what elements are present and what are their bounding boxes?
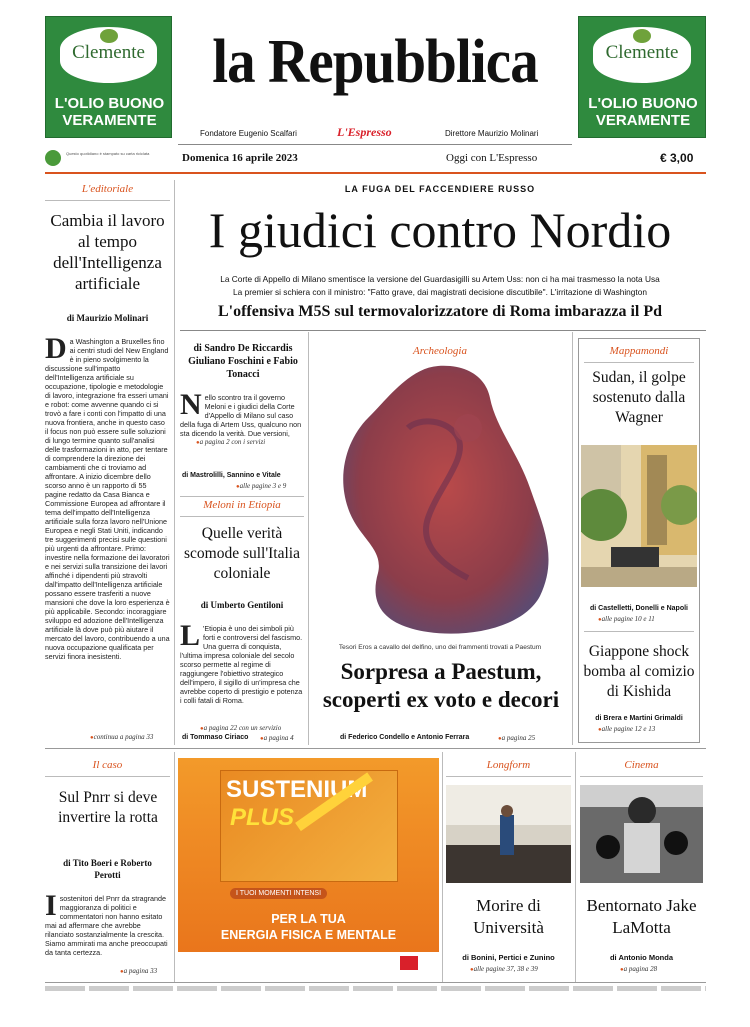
slogan: L'OLIO BUONO VERAMENTE <box>588 95 698 129</box>
sustenium-brand: SUSTENIUM <box>226 776 368 803</box>
caso-byline: di Tito Boeri e Roberto Perotti <box>63 858 152 880</box>
lead-subhead[interactable]: L'offensiva M5S sul termovalorizzatore di Roma imbarazza il Pd <box>217 303 663 320</box>
ethiopia-also: di Tommaso Ciriaco <box>182 734 249 741</box>
editorial-text: Da Washington a Bruxelles fino ai centri studi del New England è in pieno svolgimento la discussione sull'impatto dell'Intelligenza artificiale su occupazione, tipologie e metodologie di lavoro, integrazione fra esseri umani e robot: come avvenne quando ci si trovò a fare i conti con l'impatto di una nuova frontiera, anche in questo caso il focus non può essere sulle soluzioni di lungo termine quanto sull'analisi delle trasformazioni in atto, per tentare di comprendere la direzione dei cambiamenti che ci troviamo ad affrontare. A inizio dicembre dello scorso anno è un rapporto di 55 pagine redatto da Casa Bianca e Commissione Europea ad affrontare il tema dell'impatto dell'Intelligenza artificiale sulla forza lavoro nell'Unione Europea e negli Stati Uniti, indicando tre suggerimenti precisi sulle questioni più urgenti da affrontare. Primo: investire nella formazione dei lavoratori e nei servizi sulla transizione dei lavori affinché i dipendenti più stravolti dall'impatto dell'Intelligenza artificiale possano essere trasferiti a nuove mansioni che dove la loro esperienza è più applicabile. Secondo: incoraggiare sviluppo ed adozione dell'Intelligenza artificiale là dove può più aiutare il mercato del lavoro, contribuendo a una nuova occupazione qualificata per servizi finora inesistenti. <box>45 337 170 661</box>
sudan-photo[interactable] <box>581 445 697 587</box>
ethiopia-also-page[interactable]: ● a pagina 4 <box>260 734 294 742</box>
brand: Clemente <box>72 42 145 63</box>
longform-headline[interactable]: Morire di Università <box>473 896 544 937</box>
archeo-byline: di Federico Condello e Antonio Ferrara <box>340 734 470 741</box>
olive-icon <box>633 29 651 43</box>
longform-byline: di Bonini, Pertici e Zunino <box>462 953 555 962</box>
lead-summary-1: La Corte di Appello di Milano smentisce la versione del Guardasigilli su Artem Uss: non ci ha mai trasmesso la nota Usa <box>220 274 660 284</box>
cinema-kicker: Cinema <box>624 759 659 771</box>
mappamondi-headline-2[interactable]: Giappone shock bomba al comizio di Kishida <box>583 643 695 700</box>
ethiopia-kicker: Meloni in Etiopia <box>203 499 281 511</box>
lead-continue[interactable]: ● a pagina 2 con i servizi <box>196 438 265 446</box>
cinema-photo[interactable] <box>580 785 703 883</box>
archeo-page[interactable]: ● a pagina 25 <box>498 734 535 742</box>
issue-date: Domenica 16 aprile 2023 <box>182 152 298 164</box>
archeo-caption: Tesori Eros a cavallo del delfino, uno dei frammenti trovati a Paestum <box>338 644 542 651</box>
sustenium-badge: I TUOI MOMENTI INTENSI <box>230 888 327 899</box>
ad-left[interactable] <box>45 16 172 138</box>
caso-kicker: Il caso <box>92 759 123 771</box>
lead-text: Nello scontro tra il governo Meloni e i giudici della Corte d'Appello di Milano sul caso della fuga di Artem Uss, qualcuno non sta dicendo la verità. Due versioni, <box>180 393 302 438</box>
newspaper-title: la Repubblica <box>212 28 538 96</box>
today-with: Oggi con L'Espresso <box>446 152 538 164</box>
archeo-headline[interactable]: Sorpresa a Paestum, scoperti ex voto e decori <box>322 659 560 712</box>
ethiopia-continue[interactable]: ● a pagina 22 con un servizio <box>200 724 281 732</box>
longform-photo[interactable] <box>446 785 571 883</box>
lead-also-pages[interactable]: ● alle pagine 3 e 9 <box>236 482 286 490</box>
mappamondi-headline[interactable]: Sudan, il golpe sostenuto dalla Wagner <box>592 369 686 426</box>
editorial-byline: di Maurizio Molinari <box>66 313 149 323</box>
menarini-logo <box>400 956 418 970</box>
sustenium-plus: PLUS <box>230 804 295 831</box>
ethiopia-headline[interactable]: Quelle verità scomode sull'Italia coloniale <box>183 525 300 582</box>
terracotta-fragment <box>343 366 548 634</box>
caso-continue[interactable]: ● a pagina 33 <box>120 967 157 975</box>
lead-kicker: LA FUGA DEL FACCENDIERE RUSSO <box>344 184 536 194</box>
caso-text: I sostenitori del Pnrr da stragrande maggioranza di politici e commentatori non hanno esitato mai ad affermare che avrebbe rilanciato sostanzialmente la crescita. Siamo ammirati ma anche preoccupati da tanta certezza. <box>45 894 168 957</box>
clemente-logo <box>591 25 693 85</box>
cinema-byline: di Antonio Monda <box>609 953 674 962</box>
lead-also: di Mastrolilli, Sannino e Vitale <box>182 472 281 479</box>
brand: Clemente <box>605 42 679 63</box>
cinema-page[interactable]: ● a pagina 28 <box>620 965 657 973</box>
ethiopia-text: L 'Etiopia è uno dei simboli più forti e controversi del fascismo. Una guerra di conquista, l'ultima impresa coloniale del secolo scorso permette al regime di raggiungere l'obiettivo strategico dell'impero, il sigillo di un'impresa che avrebbe coperto di prestigio e potenza i colli fatali di Roma. <box>180 624 303 705</box>
ad-right[interactable] <box>578 16 706 138</box>
director: Direttore Maurizio Molinari <box>445 129 539 138</box>
archeo-photo[interactable] <box>318 358 566 640</box>
caso-headline[interactable]: Sul Pnrr si deve invertire la rotta <box>58 789 158 826</box>
lead-headline[interactable]: I giudici contro Nordio <box>208 202 672 258</box>
recycle-icon <box>45 150 61 166</box>
mappamondi-byline: di Castelletti, Donelli e Napoli <box>589 605 689 612</box>
editorial-continue[interactable]: ● continua a pagina 33 <box>90 733 153 741</box>
olive-icon <box>100 29 118 43</box>
price: € 3,00 <box>660 151 694 165</box>
sustenium-ad[interactable] <box>178 758 439 976</box>
slogan: L'OLIO BUONO VERAMENTE <box>54 95 165 129</box>
cinema-headline[interactable]: Bentornato Jake LaMotta <box>586 896 697 937</box>
mappamondi-byline-2: di Brera e Martini Grimaldi <box>595 715 683 722</box>
editorial-headline[interactable]: Cambia il lavoro al tempo dell'Intelligenza artificiale <box>50 211 165 293</box>
clemente-logo <box>58 25 159 85</box>
sustenium-tagline: PER LA TUA ENERGIA FISICA E MENTALE <box>220 912 397 942</box>
espresso-logo[interactable]: L'Espresso <box>337 125 392 139</box>
longform-pages[interactable]: ● alle pagine 37, 38 e 39 <box>470 965 538 973</box>
founder: Fondatore Eugenio Scalfari <box>200 129 297 138</box>
lead-summary-2: La premier si schiera con il ministro: "Fatto grave, dai magistrati decisione discutibile". L'irritazione di Washington <box>233 287 647 297</box>
lead-authors: di Sandro De Riccardis Giuliano Foschini e Fabio Tonacci <box>188 343 298 380</box>
mappamondi-kicker: Mappamondi <box>609 345 669 357</box>
mappamondi-pages-2[interactable]: ● alle pagine 12 e 13 <box>598 725 655 733</box>
longform-kicker: Longform <box>486 759 531 771</box>
archeo-kicker: Archeologia <box>413 345 467 357</box>
ethiopia-byline: di Umberto Gentiloni <box>200 600 284 610</box>
mappamondi-pages[interactable]: ● alle pagine 10 e 11 <box>598 615 655 623</box>
footer-fineprint <box>45 986 706 1016</box>
editorial-kicker: L'editoriale <box>81 183 134 195</box>
